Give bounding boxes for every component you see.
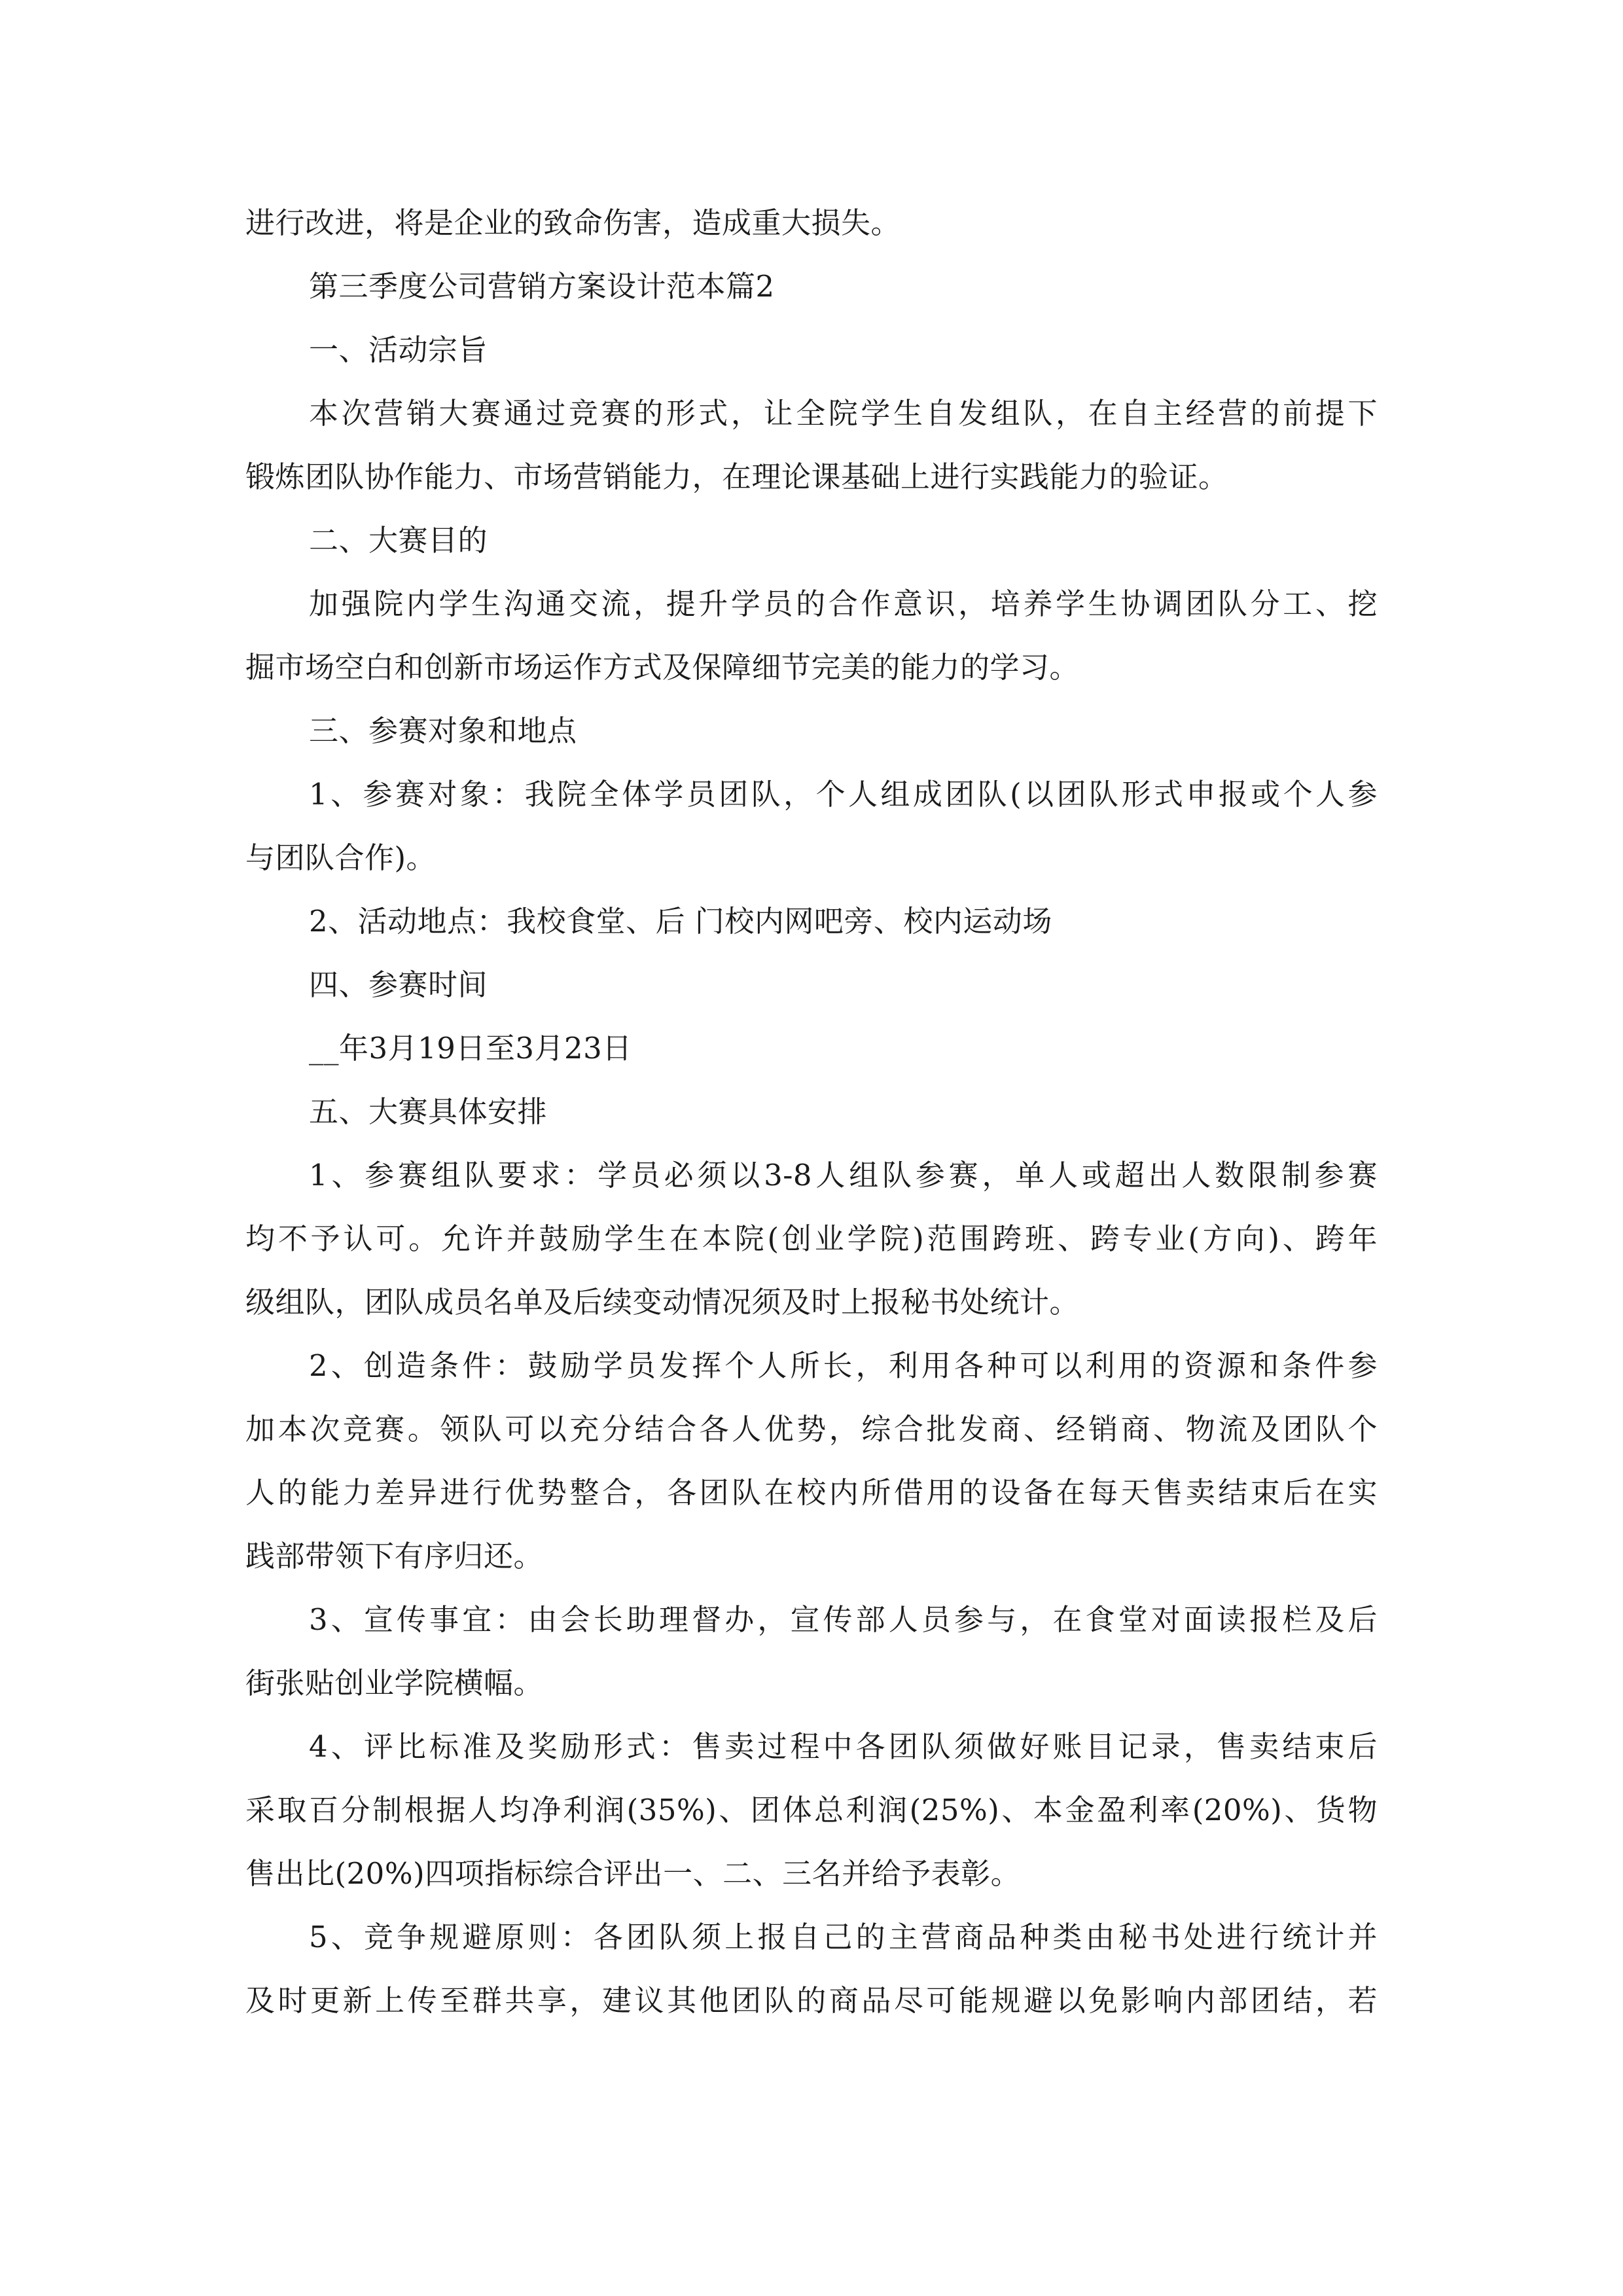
text-line: 进行改进，将是企业的致命伤害，造成重大损失。 (245, 206, 901, 240)
text-line: 加本次竞赛。领队可以充分结合各人优势，综合批发商、经销商、物流及团队个 (245, 1412, 1378, 1446)
text-line: 五、大赛具体安排 (309, 1094, 548, 1129)
text-line: 第三季度公司营销方案设计范本篇2 (309, 269, 775, 304)
text-line: 级组队，团队成员名单及后续变动情况须及时上报秘书处统计。 (245, 1285, 1080, 1319)
text-line: 四、参赛时间 (309, 967, 488, 1002)
text-line: 4、评比标准及奖励形式：售卖过程中各团队须做好账目记录，售卖结束后 (309, 1729, 1378, 1764)
text-line: 2、活动地点：我校食堂、后 门校内网吧旁、校内运动场 (309, 904, 1052, 939)
text-line: 采取百分制根据人均净利润(35%)、团体总利润(25%)、本金盈利率(20%)、货物 (245, 1793, 1378, 1827)
text-line: 售出比(20%)四项指标综合评出一、二、三名并给予表彰。 (245, 1856, 1021, 1891)
text-line: 加强院内学生沟通交流，提升学员的合作意识，培养学生协调团队分工、挖 (309, 586, 1378, 621)
text-line: 1、参赛组队要求：学员必须以3-8人组队参赛，单人或超出人数限制参赛 (309, 1158, 1378, 1193)
text-line: 三、参赛对象和地点 (309, 713, 577, 748)
text-line: 1、参赛对象：我院全体学员团队，个人组成团队(以团队形式申报或个人参 (309, 777, 1378, 812)
text-line: 二、大赛目的 (309, 523, 488, 558)
document-body (245, 191, 1378, 2032)
text-line: 践部带领下有序归还。 (245, 1539, 544, 1573)
text-line: 3、宣传事宜：由会长助理督办，宣传部人员参与，在食堂对面读报栏及后 (309, 1602, 1378, 1637)
text-line: 街张贴创业学院横幅。 (245, 1666, 544, 1700)
text-line: 本次营销大赛通过竞赛的形式，让全院学生自发组队，在自主经营的前提下 (309, 396, 1378, 431)
text-line: 一、活动宗旨 (309, 332, 488, 367)
text-line: 2、创造条件：鼓励学员发挥个人所长，利用各种可以利用的资源和条件参 (309, 1348, 1378, 1383)
text-line: 5、竞争规避原则：各团队须上报自己的主营商品种类由秘书处进行统计并 (309, 1920, 1378, 1954)
text-line: __年3月19日至3月23日 (309, 1031, 632, 1066)
text-line: 掘市场空白和创新市场运作方式及保障细节完美的能力的学习。 (245, 650, 1080, 685)
text-line: 锻炼团队协作能力、市场营销能力，在理论课基础上进行实践能力的验证。 (245, 459, 1228, 494)
text-line: 均不予认可。允许并鼓励学生在本院(创业学院)范围跨班、跨专业(方向)、跨年 (245, 1221, 1378, 1256)
text-line: 与团队合作)。 (245, 840, 437, 875)
text-line: 及时更新上传至群共享，建议其他团队的商品尽可能规避以免影响内部团结，若 (245, 1983, 1378, 2018)
text-line: 人的能力差异进行优势整合，各团队在校内所借用的设备在每天售卖结束后在实 (245, 1475, 1378, 1510)
